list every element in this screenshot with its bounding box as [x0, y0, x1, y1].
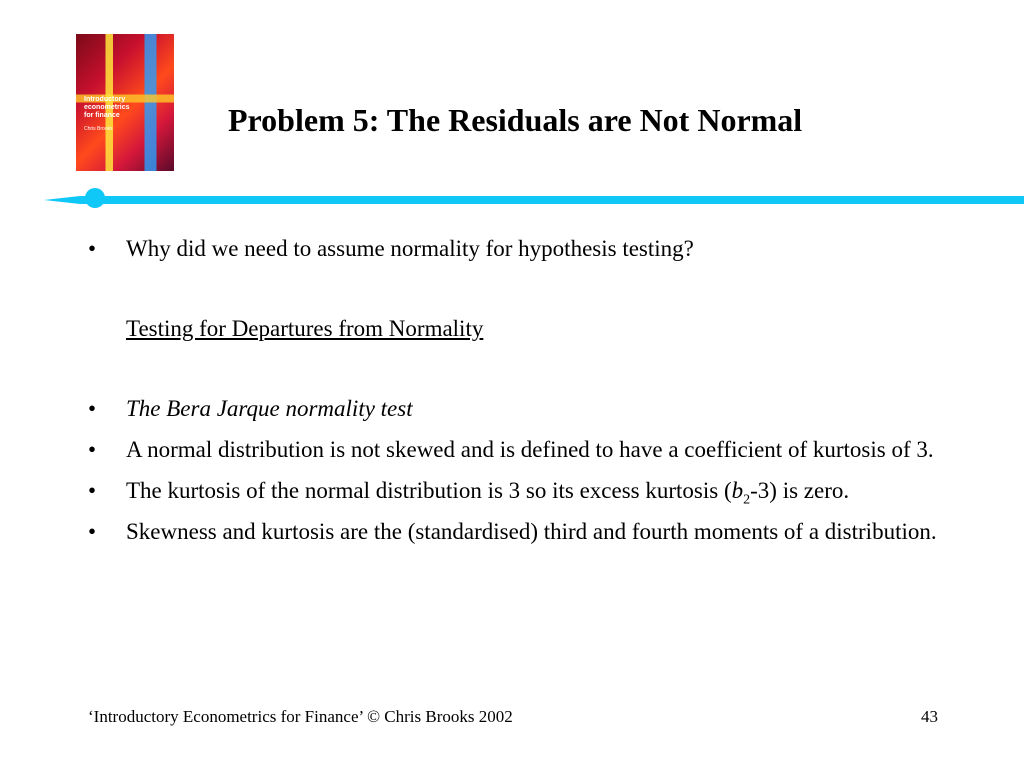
section-subheading: Testing for Departures from Normality	[126, 316, 484, 341]
bullet-text: The Bera Jarque normality test	[126, 396, 413, 421]
page-number: 43	[921, 707, 938, 726]
math-symbol: b	[731, 478, 744, 503]
book-cover-author: Chris Brooks	[84, 126, 113, 132]
slide-title: Problem 5: The Residuals are Not Normal	[228, 102, 803, 138]
bullet-item	[88, 392, 938, 426]
title-divider-line	[44, 184, 1024, 214]
slide-footer	[88, 707, 938, 727]
bullet-text-prefix: The kurtosis of the normal distribution is 3 so its excess kurtosis (	[126, 478, 732, 503]
subheading-item	[88, 312, 938, 346]
footer-credit: ‘Introductory Econometrics for Finance’ © Chris Brooks 2002	[88, 707, 513, 726]
book-cover-title: Introductory econometrics for finance	[84, 96, 130, 119]
bullet-text: A normal distribution is not skewed and is defined to have a coefficient of kurtosis of 3.	[126, 437, 934, 462]
bullet-item	[88, 232, 938, 266]
bullet-text-suffix: -3) is zero.	[750, 478, 850, 503]
bullet-item	[88, 433, 938, 467]
book-cover-image	[76, 34, 174, 171]
bullet-item	[88, 474, 938, 508]
bullet-text: Why did we need to assume normality for hypothesis testing?	[126, 236, 694, 261]
bullet-text: Skewness and kurtosis are the (standardised) third and fourth moments of a distribution.	[126, 519, 937, 544]
slide-body	[88, 232, 938, 549]
bullet-item	[88, 515, 938, 549]
math-subscript: 2	[743, 492, 751, 508]
